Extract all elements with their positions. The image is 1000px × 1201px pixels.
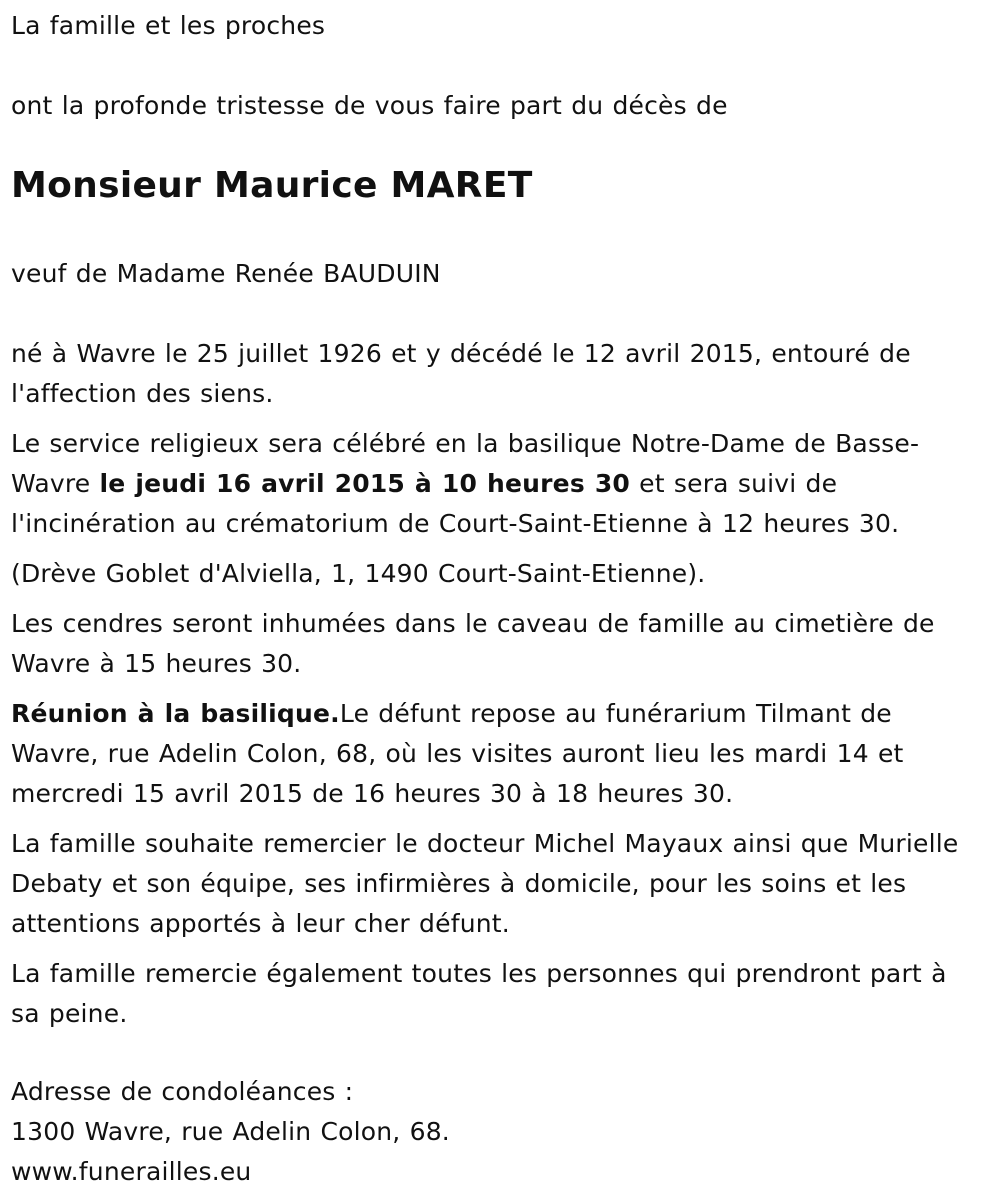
thanks-doctor-paragraph: La famille souhaite remercier le docteur Michel Mayaux ainsi que Murielle Debaty et son équipe, ses infirmières à domicile, pour les soins et les attentions apportés à leur cher défunt.	[11, 829, 959, 938]
birth-death-paragraph: né à Wavre le 25 juillet 1926 et y décédé le 12 avril 2015, entouré de l'affection des siens.	[11, 339, 911, 408]
thanks-all-paragraph: La famille remercie également toutes les personnes qui prendront part à sa peine.	[11, 959, 947, 1028]
service-paragraph	[11, 424, 981, 544]
deceased-name: Monsieur Maurice MARET	[11, 165, 533, 206]
intro-line-2: ont la profonde tristesse de vous faire part du décès de	[11, 91, 728, 120]
notice-body	[11, 334, 981, 1044]
service-date: le jeudi 16 avril 2015 à 10 heures 30	[99, 469, 631, 498]
reunion-heading: Réunion à la basilique.	[11, 699, 340, 728]
visitation-paragraph	[11, 694, 981, 814]
service-text-before: Le service religieux sera célébré en la basilique Notre-Dame de Basse-Wavre	[11, 429, 920, 498]
ashes-paragraph: Les cendres seront inhumées dans le caveau de famille au cimetière de Wavre à 15 heures 30.	[11, 609, 935, 678]
condolences-address: 1300 Wavre, rue Adelin Colon, 68.	[11, 1117, 450, 1146]
crematorium-address: (Drève Goblet d'Alviella, 1, 1490 Court-Saint-Etienne).	[11, 559, 706, 588]
widowhood-line: veuf de Madame Renée BAUDUIN	[11, 259, 441, 288]
service-text-after: et sera suivi de l'incinération au crématorium de Court-Saint-Etienne à 12 heures 30.	[11, 469, 900, 538]
condolences-label: Adresse de condoléances :	[11, 1077, 354, 1106]
intro-line-1: La famille et les proches	[11, 11, 326, 40]
visitation-text: Le défunt repose au funérarium Tilmant de Wavre, rue Adelin Colon, 68, où les visites auront lieu les mardi 14 et mercredi 15 avril 2015 de 16 heures 30 à 18 heures 30.	[11, 699, 904, 808]
website-link[interactable]: www.funerailles.eu	[11, 1157, 252, 1186]
condolences-block	[11, 1072, 986, 1192]
